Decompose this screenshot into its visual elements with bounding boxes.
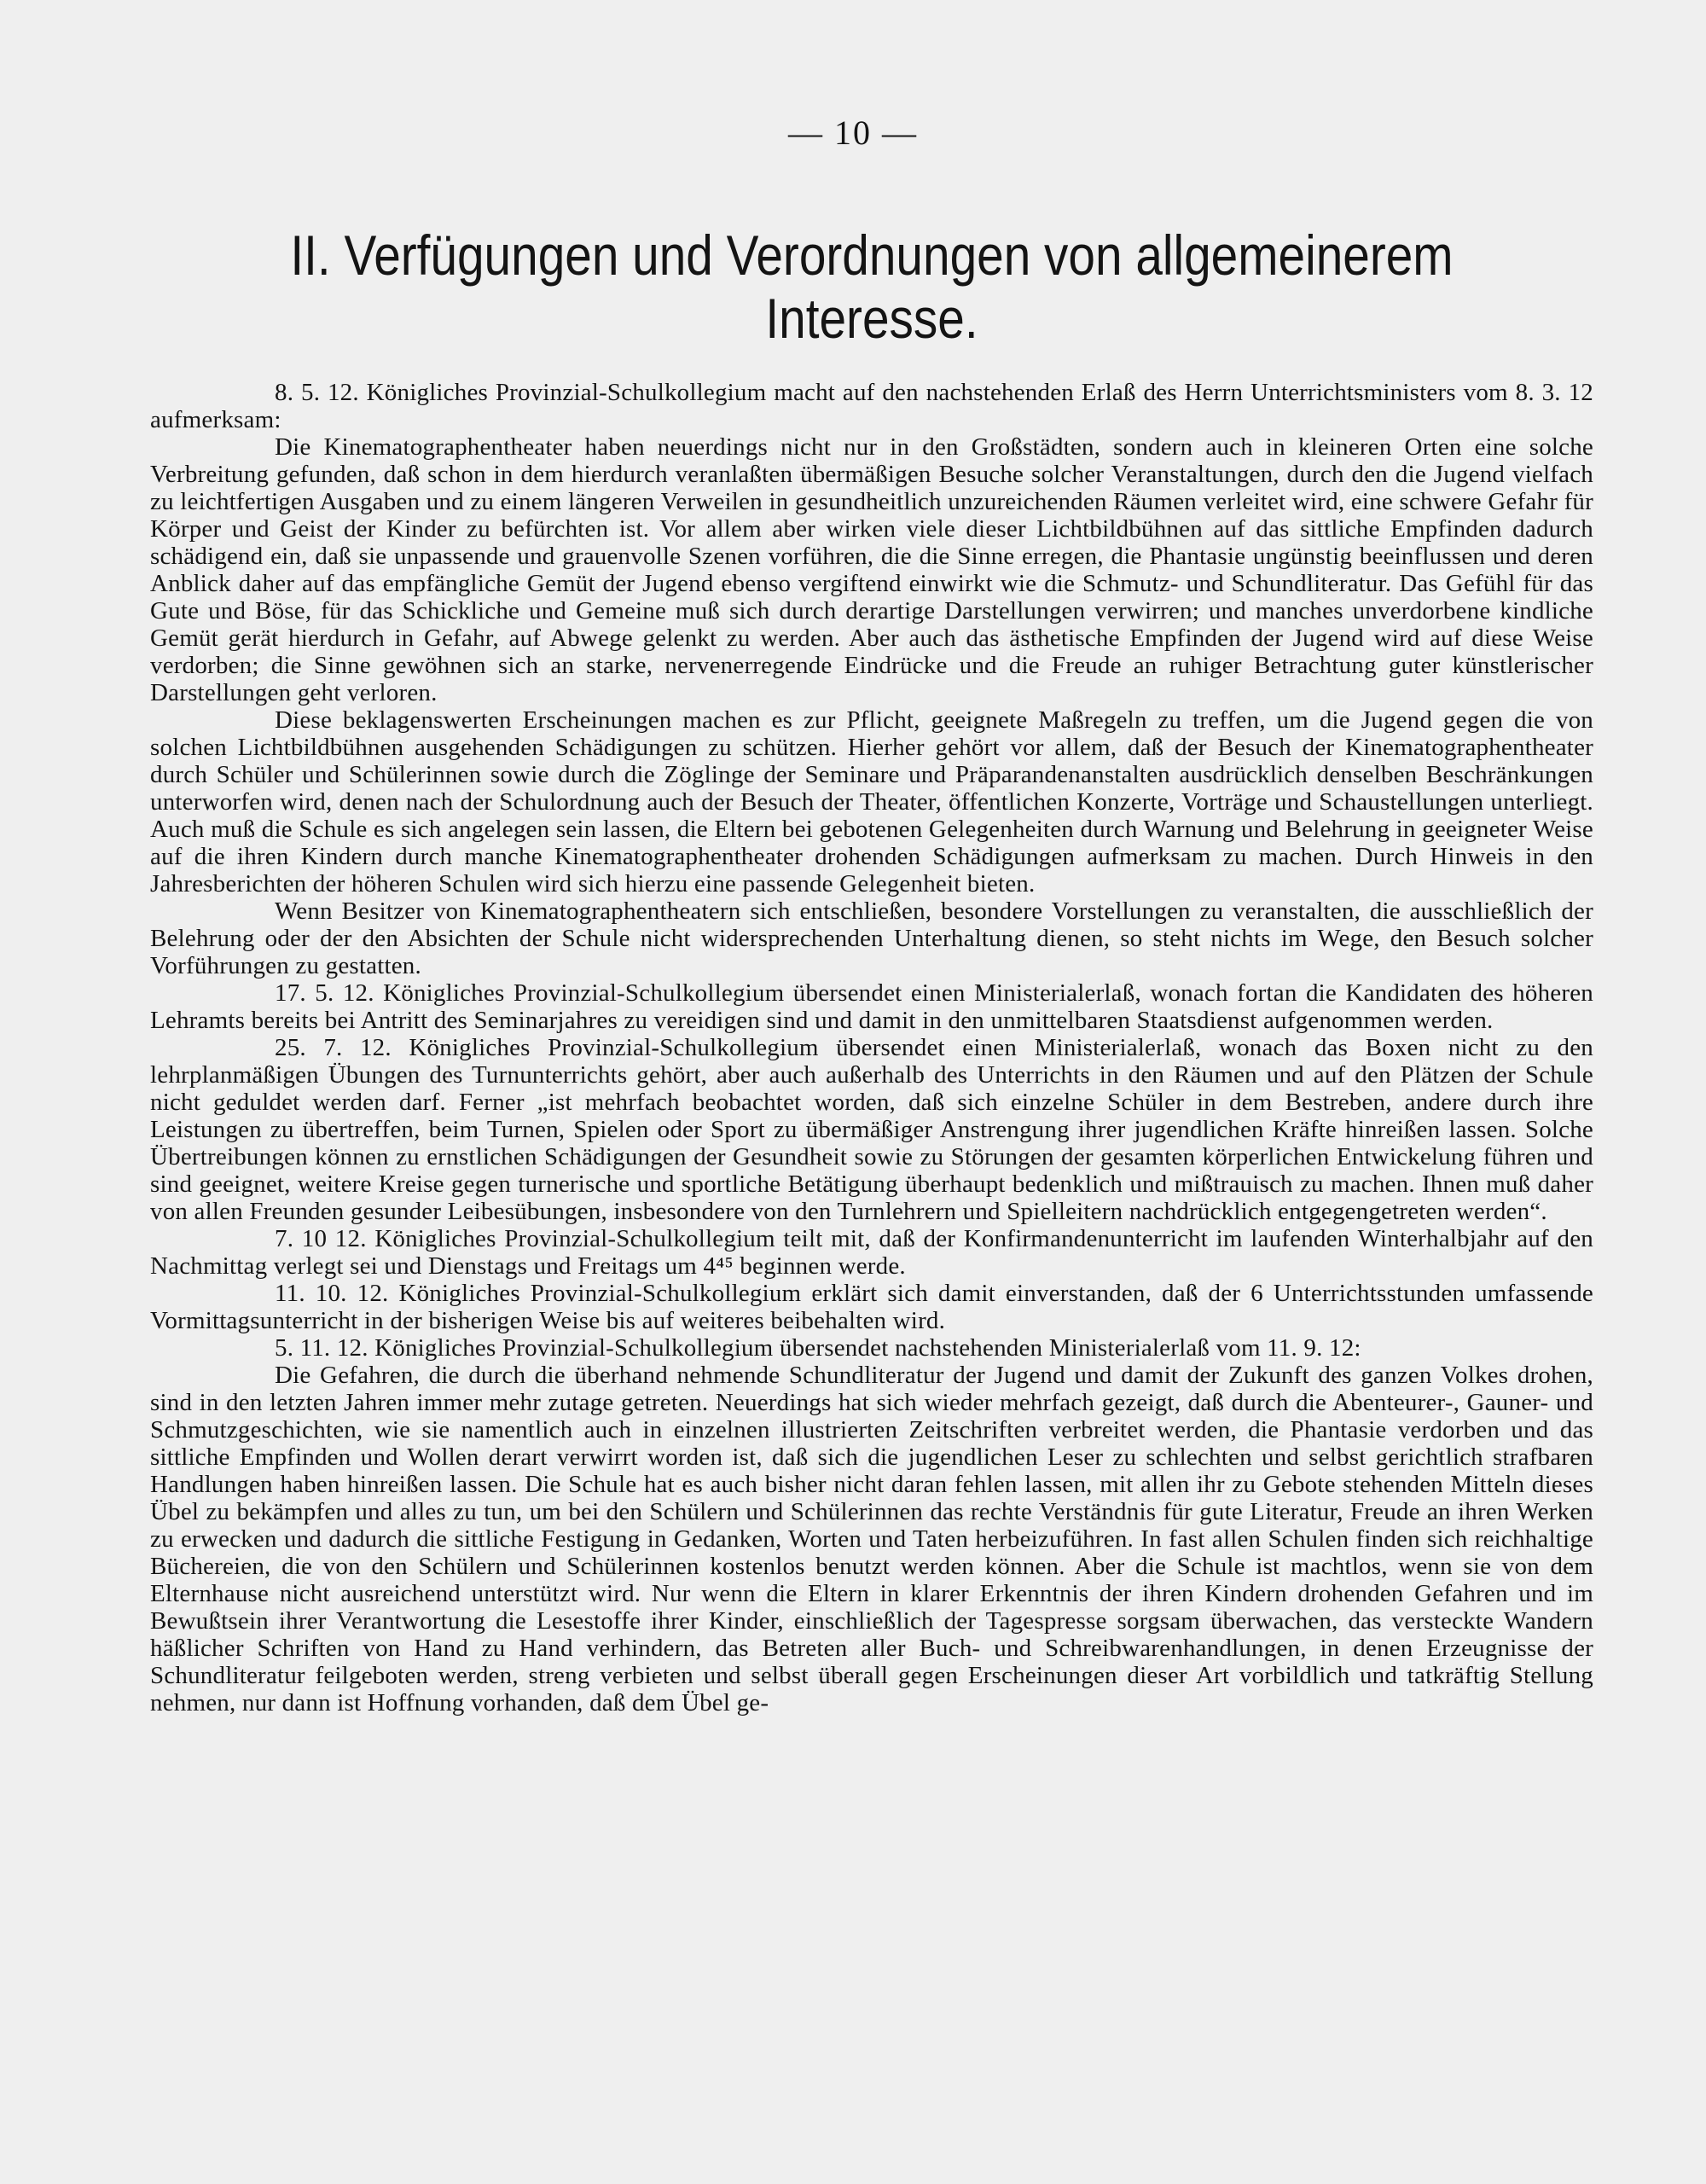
- paragraph: 5. 11. 12. Königliches Provinzial-Schulkollegium übersendet nachstehenden Ministerialerlaß vom 11. 9. 12:: [275, 1334, 1361, 1362]
- paragraph: 7. 10 12. Königliches Provinzial-Schulkollegium teilt mit, daß der Konfirmandenunterricht im laufenden Winterhalbjahr auf den Nachmittag verlegt sei und Dienstags und Freitags um 4⁴⁵ beginnen werde.: [150, 1225, 1593, 1280]
- paragraph: 8. 5. 12. Königliches Provinzial-Schulkollegium macht auf den nachstehenden Erlaß des Herrn Unterrichtsministers vom 8. 3. 12 aufmerksam:: [150, 379, 1593, 433]
- paragraph: 11. 10. 12. Königliches Provinzial-Schulkollegium erklärt sich damit einverstanden, daß der 6 Unterrichtsstunden umfassende Vormittagsunterricht in der bisherigen Weise bis auf weiteres beibehalten wird.: [150, 1280, 1593, 1334]
- paragraph: 17. 5. 12. Königliches Provinzial-Schulkollegium übersendet einen Ministerialerlaß, wonach fortan die Kandidaten des höheren Lehramts bereits bei Antritt des Seminarjahres zu vereidigen sind und damit in den unmittelbaren Staatsdienst aufgenommen werden.: [150, 979, 1593, 1034]
- paragraph: 25. 7. 12. Königliches Provinzial-Schulkollegium übersendet einen Ministerialerlaß, wonach das Boxen nicht zu den lehrplanmäßigen Übungen des Turnunterrichts gehört, aber auch außerhalb des Unterrichts in den Räumen und auf den Plätzen der Schule nicht geduldet werden darf. Ferner „ist mehrfach beobachtet worden, daß sich einzelne Schüler in dem Bestreben, andere durch ihre Leistungen zu übertreffen, beim Turnen, Spielen oder Sport zu übermäßiger Anstrengung ihrer jugendlichen Kräfte hinreißen lassen. Solche Übertreibungen können zu ernstlichen Schädigungen der Gesundheit sowie zu Störungen der gesamten körperlichen Entwickelung führen und sind geeignet, weitere Kreise gegen turnerische und sportliche Betätigung überhaupt bedenklich und mißtrauisch zu machen. Ihnen muß daher von allen Freunden gesunder Leibesübungen, insbesondere von den Turnlehrern und Spielleitern nachdrücklich entgegengetreten werden“.: [150, 1034, 1593, 1225]
- section-heading: II. Verfügungen und Verordnungen von allgemeinerem Interesse.: [290, 224, 1454, 350]
- paragraph: Wenn Besitzer von Kinematographentheatern sich entschließen, besondere Vorstellungen zu veranstalten, die ausschließlich der Belehrung oder der den Absichten der Schule nicht widersprechenden Unterhaltung dienen, so steht nichts im Wege, den Besuch solcher Vorführungen zu gestatten.: [150, 897, 1593, 979]
- paragraph: Diese beklagenswerten Erscheinungen machen es zur Pflicht, geeignete Maßregeln zu treffen, um die Jugend gegen die von solchen Lichtbildbühnen ausgehenden Schädigungen zu schützen. Hierher gehört vor allem, daß der Besuch der Kinematographentheater durch Schüler und Schülerinnen sowie durch die Zöglinge der Seminare und Präparandenanstalten ausdrücklich denselben Beschränkungen unterworfen wird, denen nach der Schulordnung auch der Besuch der Theater, öffentlichen Konzerte, Vorträge und Schaustellungen unterliegt. Auch muß die Schule es sich angelegen sein lassen, die Eltern bei gebotenen Gelegenheiten durch Warnung und Belehrung in geeigneter Weise auf die ihren Kindern durch manche Kinematographentheater drohenden Schädigungen aufmerksam zu machen. Durch Hinweis in den Jahresberichten der höheren Schulen wird sich hierzu eine passende Gelegenheit bieten.: [150, 706, 1593, 897]
- paragraph: Die Kinematographentheater haben neuerdings nicht nur in den Großstädten, sondern auch in kleineren Orten eine solche Verbreitung gefunden, daß schon in dem hierdurch veranlaßten übermäßigen Besuche solcher Veranstaltungen, durch den die Jugend vielfach zu leichtfertigen Ausgaben und zu einem längeren Verweilen in gesundheitlich unzureichenden Räumen verleitet wird, eine schwere Gefahr für Körper und Geist der Kinder zu befürchten ist. Vor allem aber wirken viele dieser Lichtbildbühnen auf das sittliche Empfinden dadurch schädigend ein, daß sie unpassende und grauenvolle Szenen vorführen, die die Sinne erregen, die Phantasie ungünstig beeinflussen und deren Anblick daher auf das empfängliche Gemüt der Jugend ebenso vergiftend einwirkt wie die Schmutz- und Schundliteratur. Das Gefühl für das Gute und Böse, für das Schickliche und Gemeine muß sich durch derartige Darstellungen verwirren; und manches unverdorbene kindliche Gemüt gerät hierdurch in Gefahr, auf Abwege gelenkt zu werden. Aber auch das ästhetische Empfinden der Jugend wird auf diese Weise verdorben; die Sinne gewöhnen sich an starke, nervenerregende Eindrücke und die Freude an ruhiger Betrachtung guter künstlerischer Darstellungen geht verloren.: [150, 433, 1593, 706]
- body-text: [150, 379, 1593, 1716]
- paragraph: Die Gefahren, die durch die überhand nehmende Schundliteratur der Jugend und damit der Zukunft des ganzen Volkes drohen, sind in den letzten Jahren immer mehr zutage getreten. Neuerdings hat sich wieder mehrfach gezeigt, daß durch die Abenteurer-, Gauner- und Schmutzgeschichten, wie sie namentlich auch in einzelnen illustrierten Zeitschriften verbreitet werden, die Phantasie verdorben und das sittliche Empfinden und Wollen derart verwirrt worden ist, daß sich die jugendlichen Leser zu schlechten und selbst gerichtlich strafbaren Handlungen haben hinreißen lassen. Die Schule hat es auch bisher nicht daran fehlen lassen, mit allen ihr zu Gebote stehenden Mitteln dieses Übel zu bekämpfen und alles zu tun, um bei den Schülern und Schülerinnen das rechte Verständnis für gute Literatur, Freude an ihren Werken zu erwecken und dadurch die sittliche Festigung in Gedanken, Worten und Taten herbeizuführen. In fast allen Schulen finden sich reichhaltige Büchereien, die von den Schülern und Schülerinnen kostenlos benutzt werden können. Aber die Schule ist machtlos, wenn sie von dem Elternhause nicht ausreichend unterstützt wird. Nur wenn die Eltern in klarer Erkenntnis der ihren Kindern drohenden Gefahren und im Bewußtsein ihrer Verantwortung die Lesestoffe ihrer Kinder, einschließlich der Tagespresse sorgsam überwachen, das versteckte Wandern häßlicher Schriften von Hand zu Hand verhindern, das Betreten aller Buch- und Schreibwarenhandlungen, in denen Erzeugnisse der Schundliteratur feilgeboten werden, streng verbieten und selbst überall gegen Erscheinungen dieser Art vorbildlich und tatkräftig Stellung nehmen, nur dann ist Hoffnung vorhanden, daß dem Übel ge-: [150, 1362, 1593, 1716]
- page-number: — 10 —: [788, 113, 918, 152]
